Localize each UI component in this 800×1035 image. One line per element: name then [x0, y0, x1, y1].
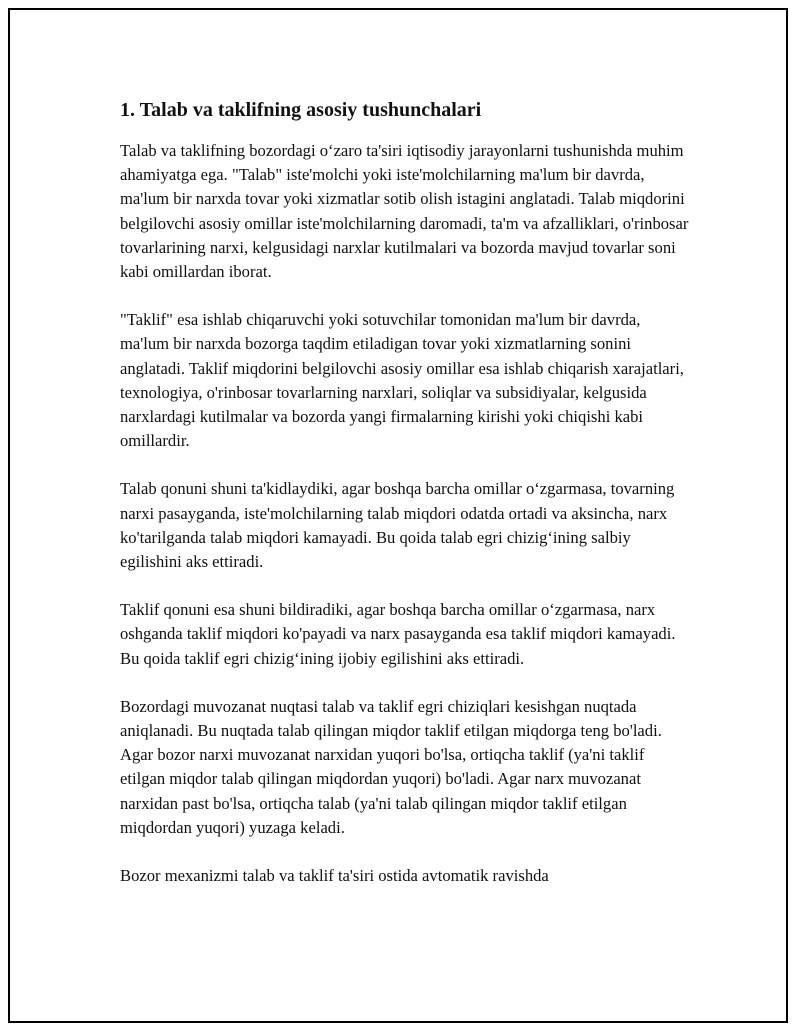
page-frame [8, 8, 788, 1023]
paragraph-muvozanat: Bozordagi muvozanat nuqtasi talab va taklif egri chiziqlari kesishgan nuqtada aniqlanadi. Bu nuqtada talab qilingan miqdor taklif etilgan miqdorga teng bo'ladi. Agar bozor narxi muvozanat narxidan yuqori bo'lsa, ortiqcha taklif (ya'ni taklif etilgan miqdor talab qilingan miqdordan yuqori) bo'ladi. Agar narx muvozanat narxidan past bo'lsa, ortiqcha talab (ya'ni talab qilingan miqdor taklif etilgan miqdordan yuqori) yuzaga keladi. [120, 696, 662, 837]
section-heading: 1. Talab va taklifning asosiy tushunchalari [120, 99, 482, 121]
paragraph-taklif: "Taklif" esa ishlab chiqaruvchi yoki sotuvchilar tomonidan ma'lum bir davrda, ma'lum bir narxda bozorga taqdim etiladigan tovar yoki xizmatlarning sonini anglatadi. Taklif miqdorini belgilovchi asosiy omillar esa ishlab chiqarish xarajatlari, texnologiya, o'rinbosar tovarlarning narxlari, soliqlar va subsidiyalar, kelgusida narxlardagi kutilmalar va bozorda yangi firmalarning kirishi yoki chiqishi kabi omillardir. [120, 310, 684, 451]
paragraph-bozor-mexanizmi: Bozor mexanizmi talab va taklif ta'siri ostida avtomatik ravishda [120, 866, 549, 886]
paragraph-taklif-qonuni: Taklif qonuni esa shuni bildiradiki, agar boshqa barcha omillar o‘zgarmasa, narx oshganda taklif miqdori ko'payadi va narx pasayganda esa taklif miqdori kamayadi. Bu qoida taklif egri chizig‘ining ijobiy egilishini aks ettiradi. [120, 600, 676, 668]
paragraph-talab-qonuni: Talab qonuni shuni ta'kidlaydiki, agar boshqa barcha omillar o‘zgarmasa, tovarning narxi pasayganda, iste'molchilarning talab miqdori odatda ortadi va aksincha, narx ko'tarilganda talab miqdori kamayadi. Bu qoida talab egri chizig‘ining salbiy egilishini aks ettiradi. [120, 479, 675, 572]
paragraph-talab: Talab va taklifning bozordagi o‘zaro ta'siri iqtisodiy jarayonlarni tushunishda muhim ahamiyatga ega. "Talab" iste'molchi yoki iste'molchilarning ma'lum bir davrda, ma'lum bir narxda tovar yoki xizmatlar sotib olish istagini anglatadi. Talab miqdorini belgilovchi asosiy omillar iste'molchilarning daromadi, ta'm va afzalliklari, o'rinbosar tovarlarining narxi, kelgusidagi narxlar kutilmalari va bozorda mavjud tovarlar soni kabi omillardan iborat. [120, 141, 689, 282]
document-body [120, 98, 690, 912]
